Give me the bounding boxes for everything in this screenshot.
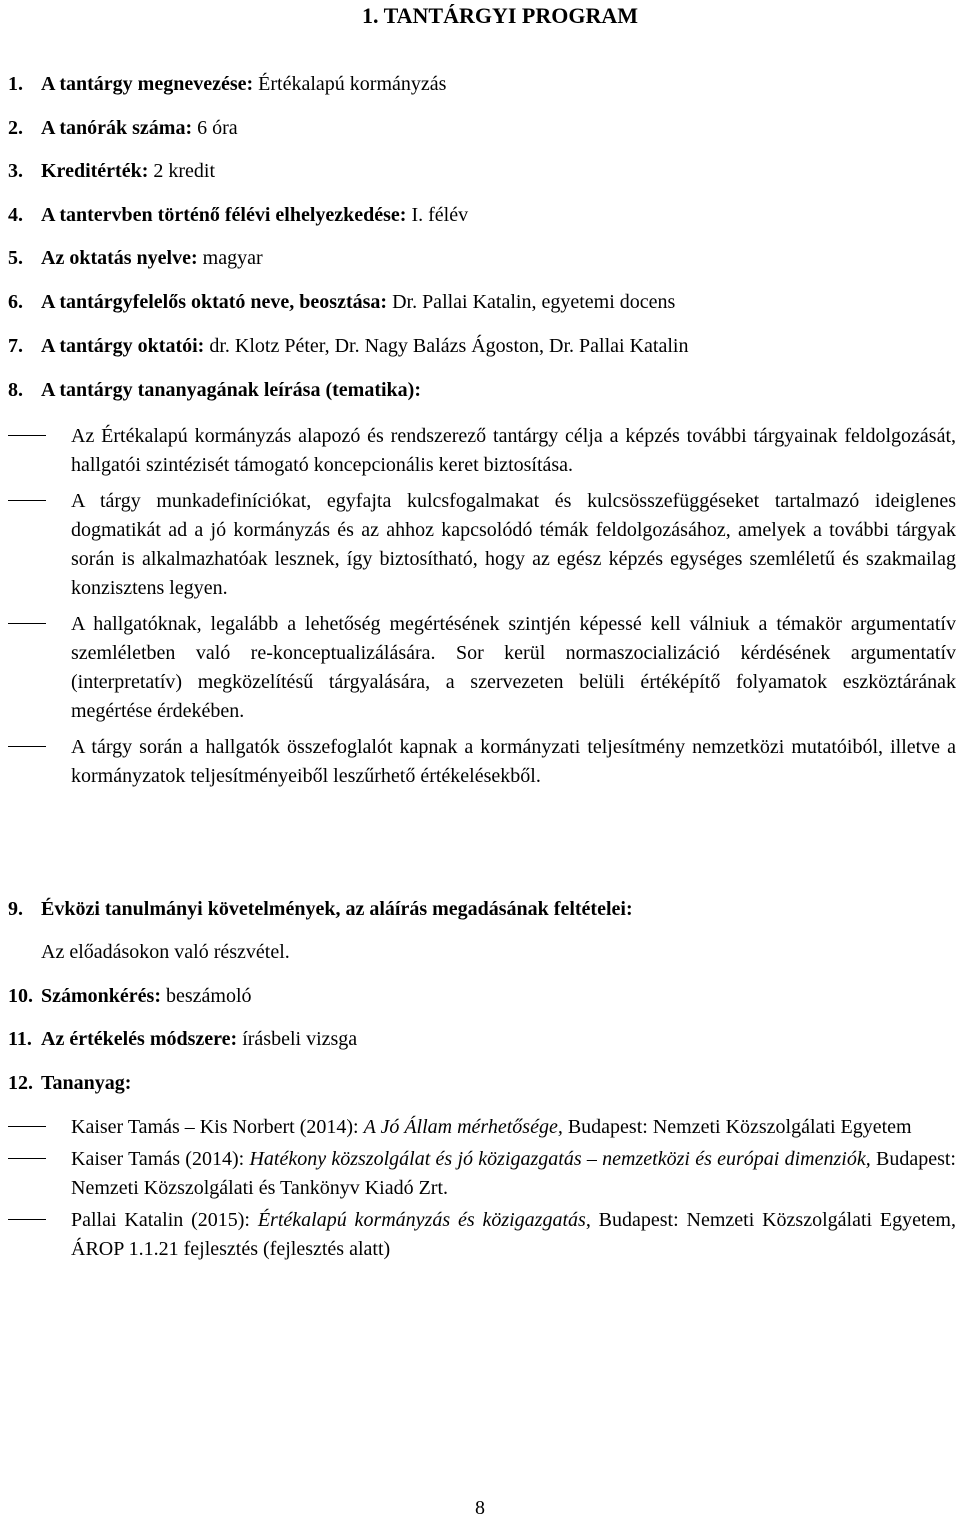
field-label: A tantárgyfelelős oktató neve, beosztása: [41, 291, 388, 313]
dash-bullet-icon [8, 435, 46, 436]
field-label: A tantárgy megnevezése: [41, 73, 254, 95]
item-number: 4. [8, 204, 23, 226]
field-value: magyar [202, 247, 263, 269]
dash-bullet-icon [8, 1219, 46, 1220]
field-responsible-teacher [8, 288, 938, 317]
item-number: 12. [8, 1072, 33, 1094]
field-label: A tantárgy tananyagának leírása (tematika): [41, 379, 421, 401]
field-lesson-count [8, 114, 938, 143]
dash-bullet-icon [8, 623, 46, 624]
reference-item: Kaiser Tamás – Kis Norbert (2014): A Jó Állam mérhetősége, Budapest: Nemzeti Közszolgálati Egyetem [8, 1113, 956, 1142]
field-value: 6 óra [197, 117, 238, 139]
page-title: 1. TANTÁRGYI PROGRAM [361, 3, 639, 28]
field-value: Dr. Pallai Katalin, egyetemi docens [392, 291, 676, 313]
field-label: Évközi tanulmányi követelmények, az aláírás megadásának feltételei: [41, 898, 633, 920]
item-number: 7. [8, 335, 23, 357]
item-number: 1. [8, 73, 23, 95]
dash-bullet-icon [8, 1158, 46, 1159]
field-semester [8, 201, 938, 230]
field-value: 2 kredit [153, 160, 216, 182]
item-number: 11. [8, 1028, 32, 1050]
field-value: I. félév [411, 204, 469, 226]
list-item: A tárgy során a hallgatók összefoglalót kapnak a kormányzati teljesítmény nemzetközi mutatóiból, illetve a kormányzatok teljesítményeiből leszűrhető értékelésekből. [8, 733, 956, 791]
page-number: 8 [475, 1497, 485, 1519]
reference-title: Hatékony közszolgálat és jó közigazgatás – nemzetközi és európai dimenziók, [249, 1148, 871, 1170]
dash-bullet-icon [8, 746, 46, 747]
list-item: Az Értékalapú kormányzás alapozó és rendszerező tantárgy célja a képzés további tárgyainak feldolgozását, hallgatói szintézisét támogató koncepcionális keret biztosítása. [8, 422, 956, 480]
field-label: Tananyag: [41, 1072, 132, 1094]
reference-item: Kaiser Tamás (2014): Hatékony közszolgálat és jó közigazgatás – nemzetközi és európai dimenziók, Budapest: Nemzeti Közszolgálati és Tankönyv Kiadó Zrt. [8, 1145, 956, 1203]
dash-bullet-icon [8, 1126, 46, 1127]
section-tananyag-heading [8, 1069, 938, 1098]
reference-title: Értékalapú kormányzás és közigazgatás [257, 1209, 586, 1231]
section-tematika-heading [8, 376, 938, 405]
item-number: 10. [8, 985, 33, 1007]
field-label: Számonkérés: [41, 985, 161, 1007]
field-value: Értékalapú kormányzás [258, 73, 447, 95]
field-label: A tanórák száma: [41, 117, 193, 139]
item-number: 3. [8, 160, 23, 182]
field-label: A tantárgy oktatói: [41, 335, 205, 357]
field-label: A tantervben történő félévi elhelyezkedése: [41, 204, 407, 226]
field-course-name [8, 70, 938, 99]
field-label: Az értékelés módszere: [41, 1028, 238, 1050]
field-value: írásbeli vizsga [242, 1028, 358, 1050]
item-number: 2. [8, 117, 23, 139]
reference-item: Pallai Katalin (2015): Értékalapú kormányzás és közigazgatás, Budapest: Nemzeti Közszolgálati Egyetem, ÁROP 1.1.21 fejlesztés (fejlesztés alatt) [8, 1206, 956, 1264]
section-requirements-heading [8, 895, 938, 924]
field-value: beszámoló [165, 985, 252, 1007]
item-number: 6. [8, 291, 23, 313]
list-item: A hallgatóknak, legalább a lehetőség megértésének szintjén képessé kell válniuk a témakör argumentatív szemléletben való re-konceptualizálására. Sor kerül normaszocializáció kérdésének argumentatív (interpretatív) megközelítésű tárgyalására, a szervezeten belüli értéképítő folyamatok eszköztárának megértése érdekében. [8, 610, 956, 726]
item-number: 5. [8, 247, 23, 269]
tananyag-list [8, 1113, 956, 1264]
field-evaluation-method [8, 1025, 938, 1054]
item-number: 8. [8, 379, 23, 401]
field-value: dr. Klotz Péter, Dr. Nagy Balázs Ágoston, Dr. Pallai Katalin [209, 335, 689, 357]
requirements-text: Az előadásokon való részvétel. [41, 941, 290, 963]
reference-title: A Jó Állam mérhetősége, [363, 1116, 563, 1138]
dash-bullet-icon [8, 500, 46, 501]
field-label: Az oktatás nyelve: [41, 247, 198, 269]
field-language [8, 244, 938, 273]
field-assessment [8, 982, 938, 1011]
list-item: A tárgy munkadefiníciókat, egyfajta kulcsfogalmakat és kulcsösszefüggéseket tartalmazó ideiglenes dogmatikát ad a jó kormányzás és az ahhoz kapcsolódó témák feldolgozásához, amelyek a további tárgyak során is alkalmazhatóak lesznek, így biztosítható, hogy az egész képzés egységes szemléletű és szakmailag konzisztens legyen. [8, 487, 956, 603]
item-number: 9. [8, 898, 23, 920]
field-label: Kreditérték: [41, 160, 149, 182]
tematika-list [8, 422, 956, 791]
field-credits [8, 157, 938, 186]
field-teachers [8, 332, 938, 361]
